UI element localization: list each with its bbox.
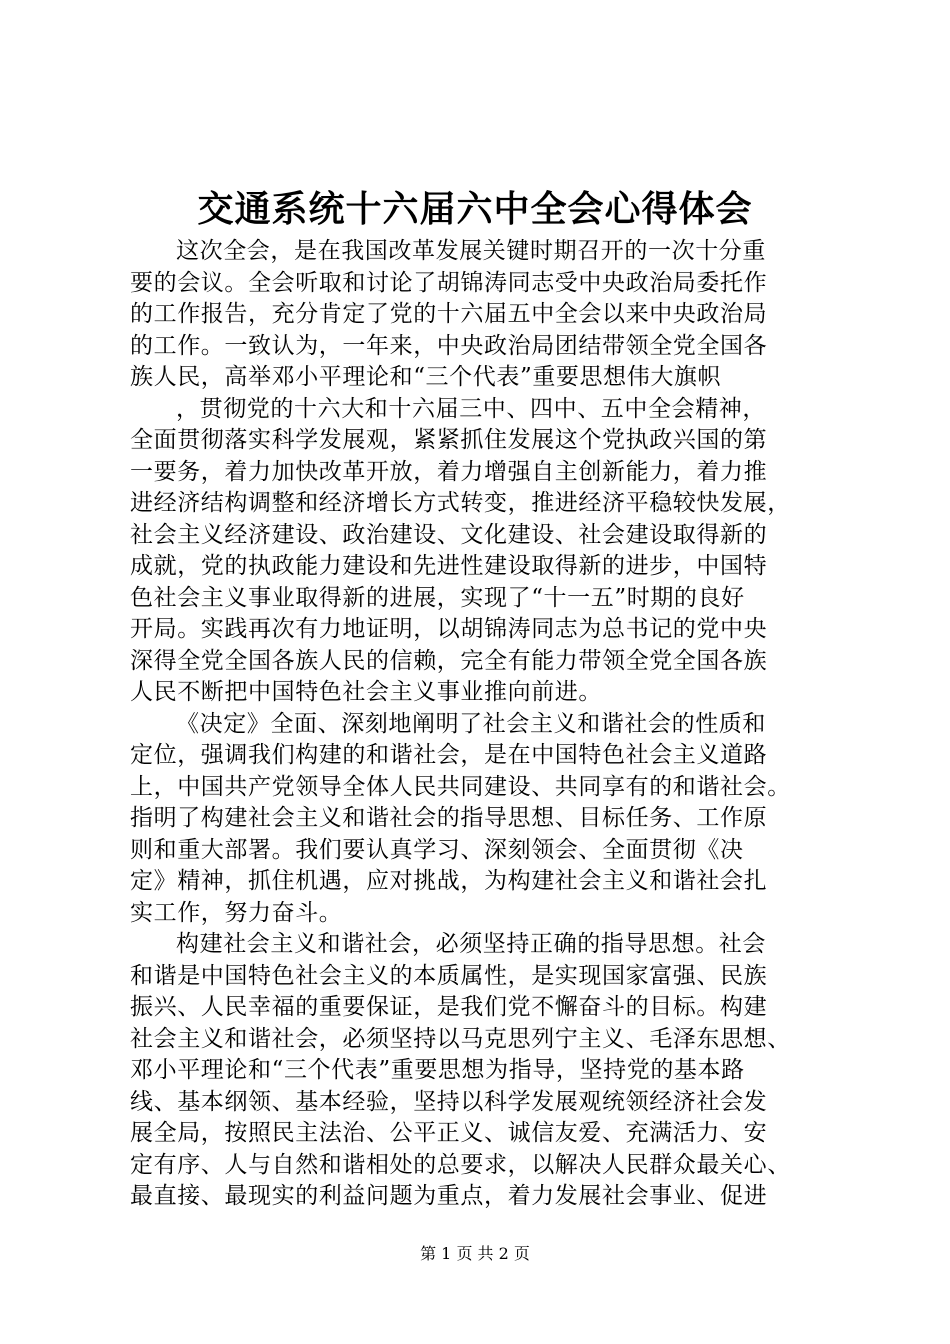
body-line: 全面贯彻落实科学发展观，紧紧抓住发展这个党执政兴国的第 [130, 427, 768, 453]
body-line: 族人民，高举邓小平理论和“三个代表”重要思想伟大旗帜 [130, 364, 722, 390]
body-line: 线、基本纲领、基本经验，坚持以科学发展观统领经济社会发 [130, 1088, 768, 1115]
body-line: 指明了构建社会主义和谐社会的指导思想、目标任务、工作原 [130, 805, 768, 831]
body-line: 构建社会主义和谐社会，必须坚持正确的指导思想。社会 [176, 931, 766, 957]
body-line: 社会主义和谐社会，必须坚持以马克思列宁主义、毛泽东思想、 [130, 1025, 791, 1052]
body-line: 一要务，着力加快改革开放，着力增强自主创新能力，着力推 [130, 458, 768, 485]
body-line: 定》精神，抓住机遇，应对挑战，为构建社会主义和谐社会扎 [130, 868, 768, 894]
body-line: 振兴、人民幸福的重要保证，是我们党不懈奋斗的目标。构建 [130, 994, 768, 1020]
body-line: 最直接、最现实的利益问题为重点，着力发展社会事业、促进 [130, 1183, 768, 1209]
body-line: 开局。实践再次有力地证明，以胡锦涛同志为总书记的党中央 [130, 616, 768, 642]
body-line: 则和重大部署。我们要认真学习、深刻领会、全面贯彻《决 [130, 836, 744, 863]
document-title: 交通系统十六届六中全会心得体会 [197, 188, 753, 230]
body-line: 人民不断把中国特色社会主义事业推向前进。 [130, 679, 602, 705]
body-line: 深得全党全国各族人民的信赖，完全有能力带领全党全国各族 [130, 647, 768, 674]
body-line: 《决定》全面、深刻地阐明了社会主义和谐社会的性质和 [176, 710, 766, 737]
body-line: 的工作。一致认为，一年来，中央政治局团结带领全党全国各 [130, 332, 768, 359]
body-line: ，贯彻党的十六大和十六届三中、四中、五中全会精神， [176, 395, 766, 422]
body-line: 上，中国共产党领导全体人民共同建设、共同享有的和谐社会。 [130, 773, 791, 800]
body-line: 定有序、人与自然和谐相处的总要求，以解决人民群众最关心、 [130, 1151, 791, 1178]
body-line: 色社会主义事业取得新的进展，实现了“十一五”时期的良好 [130, 584, 745, 611]
body-line: 进经济结构调整和经济增长方式转变，推进经济平稳较快发展， [130, 490, 791, 516]
body-line: 定位，强调我们构建的和谐社会，是在中国特色社会主义道路 [130, 742, 768, 768]
body-line: 邓小平理论和“三个代表”重要思想为指导，坚持党的基本路 [130, 1057, 745, 1083]
body-line: 展全局，按照民主法治、公平正义、诚信友爱、充满活力、安 [130, 1120, 768, 1146]
page-footer: 第 1 页 共 2 页 [420, 1244, 530, 1263]
body-line: 和谐是中国特色社会主义的本质属性，是实现国家富强、民族 [130, 962, 768, 989]
body-line: 成就，党的执政能力建设和先进性建设取得新的进步，中国特 [130, 553, 768, 579]
document-body [130, 236, 830, 1213]
body-line: 社会主义经济建设、政治建设、文化建设、社会建设取得新的 [130, 521, 768, 548]
body-line: 实工作，努力奋斗。 [130, 899, 343, 926]
body-line: 要的会议。全会听取和讨论了胡锦涛同志受中央政治局委托作 [130, 269, 768, 296]
body-line: 的工作报告，充分肯定了党的十六届五中全会以来中央政治局 [130, 301, 768, 327]
body-line: 这次全会，是在我国改革发展关键时期召开的一次十分重 [176, 238, 766, 264]
